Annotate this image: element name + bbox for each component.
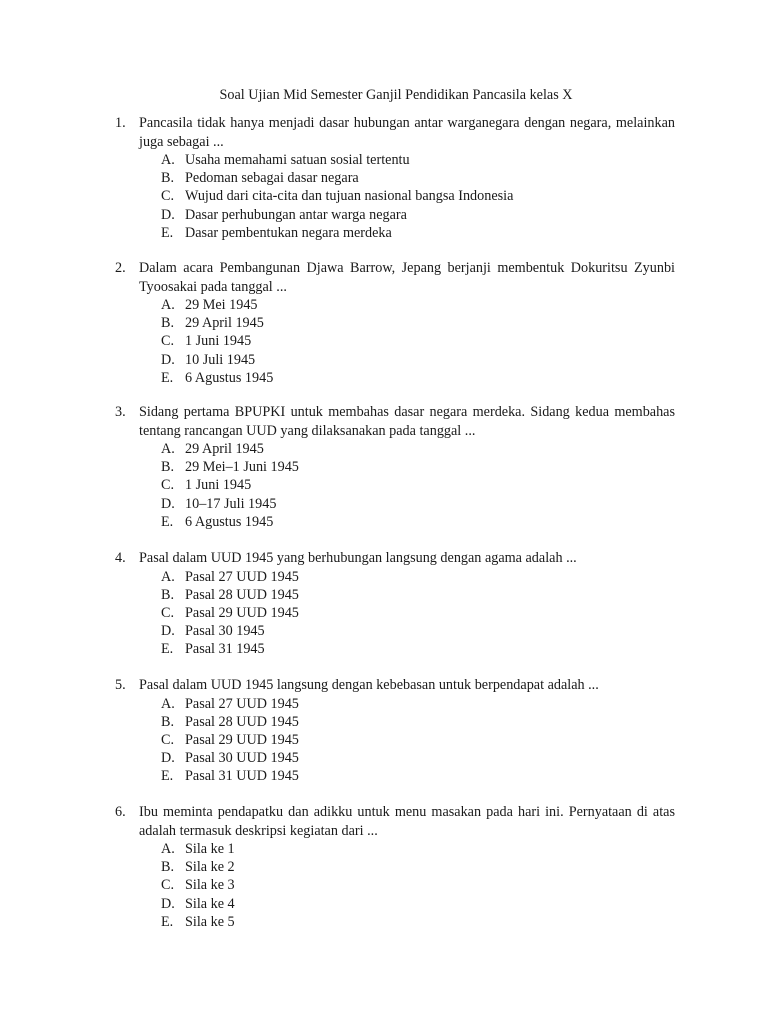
option-text: Pasal 27 UUD 1945 (185, 568, 299, 585)
option-letter: B. (161, 713, 175, 730)
option-list (161, 695, 675, 786)
option-letter: E. (161, 913, 174, 930)
option-b (161, 314, 675, 332)
question-text: Pancasila tidak hanya menjadi dasar hubungan antar warganegara dengan negara, melainkan juga sebagai ... (139, 115, 675, 150)
page-title: Soal Ujian Mid Semester Ganjil Pendidikan Pancasila kelas X (219, 87, 573, 103)
option-letter: B. (161, 315, 175, 332)
option-list (161, 568, 675, 659)
option-c (161, 187, 675, 205)
question-number: 1. (115, 115, 126, 131)
option-text: Pasal 30 1945 (185, 623, 265, 640)
option-letter: D. (161, 206, 175, 223)
option-e (161, 513, 675, 531)
option-c (161, 476, 675, 494)
option-letter: A. (161, 841, 175, 857)
option-d (161, 495, 675, 513)
option-letter: E. (161, 513, 174, 530)
question-4 (115, 549, 675, 673)
option-b (161, 858, 675, 876)
option-a (161, 151, 675, 169)
option-letter: C. (161, 731, 175, 748)
option-text: Sila ke 5 (185, 913, 235, 930)
option-text: 6 Agustus 1945 (185, 513, 274, 530)
question-6 (115, 803, 675, 945)
option-a (161, 695, 675, 713)
option-text: Pasal 30 UUD 1945 (185, 750, 299, 767)
option-a (161, 840, 675, 858)
option-text: 10–17 Juli 1945 (185, 495, 277, 512)
option-text: 1 Juni 1945 (185, 333, 252, 350)
option-a (161, 568, 675, 586)
option-d (161, 351, 675, 369)
option-b (161, 713, 675, 731)
option-text: Pedoman sebagai dasar negara (185, 170, 359, 187)
question-text: Pasal dalam UUD 1945 yang berhubungan langsung dengan agama adalah ... (139, 550, 577, 566)
option-letter: D. (161, 351, 175, 368)
option-list (161, 840, 675, 931)
question-text: Dalam acara Pembangunan Djawa Barrow, Jepang berjanji membentuk Dokuritsu Zyunbi Tyoosakai pada tanggal ... (139, 260, 675, 295)
option-text: Usaha memahami satuan sosial tertentu (185, 152, 410, 168)
option-text: Pasal 28 UUD 1945 (185, 586, 299, 603)
option-text: 29 Mei–1 Juni 1945 (185, 459, 299, 476)
option-letter: C. (161, 477, 175, 494)
option-text: Pasal 29 UUD 1945 (185, 604, 299, 621)
question-3 (115, 403, 675, 545)
question-number: 4. (115, 550, 126, 566)
option-letter: D. (161, 750, 175, 767)
option-a (161, 440, 675, 458)
option-text: Wujud dari cita-cita dan tujuan nasional bangsa Indonesia (185, 188, 514, 205)
option-text: Sila ke 2 (185, 859, 235, 876)
option-c (161, 731, 675, 749)
option-d (161, 749, 675, 767)
option-e (161, 369, 675, 387)
option-text: 6 Agustus 1945 (185, 369, 274, 386)
option-c (161, 332, 675, 350)
option-letter: C. (161, 333, 175, 350)
option-letter: E. (161, 641, 174, 658)
question-number: 6. (115, 804, 126, 820)
question-5 (115, 676, 675, 800)
option-list (161, 151, 675, 242)
option-text: Pasal 29 UUD 1945 (185, 731, 299, 748)
option-letter: A. (161, 568, 175, 585)
option-text: Pasal 28 UUD 1945 (185, 713, 299, 730)
option-list (161, 296, 675, 387)
question-1 (115, 114, 675, 256)
option-e (161, 224, 675, 242)
option-text: 10 Juli 1945 (185, 351, 256, 368)
option-e (161, 767, 675, 785)
option-text: Pasal 27 UUD 1945 (185, 695, 299, 712)
option-text: Sila ke 3 (185, 877, 235, 894)
option-text: Pasal 31 1945 (185, 641, 265, 658)
question-text: Pasal dalam UUD 1945 langsung dengan kebebasan untuk berpendapat adalah ... (139, 677, 599, 693)
question-number: 5. (115, 677, 126, 693)
question-number: 3. (115, 404, 126, 420)
option-d (161, 206, 675, 224)
option-b (161, 458, 675, 476)
option-letter: A. (161, 297, 175, 313)
option-e (161, 640, 675, 658)
option-c (161, 876, 675, 894)
question-number: 2. (115, 260, 126, 276)
option-letter: C. (161, 604, 175, 621)
option-d (161, 622, 675, 640)
option-e (161, 913, 675, 931)
option-text: Dasar pembentukan negara merdeka (185, 224, 392, 241)
option-text: 1 Juni 1945 (185, 477, 252, 494)
option-letter: C. (161, 877, 175, 894)
option-text: Pasal 31 UUD 1945 (185, 768, 299, 785)
option-c (161, 604, 675, 622)
option-text: Dasar perhubungan antar warga negara (185, 206, 407, 223)
option-letter: B. (161, 586, 175, 603)
option-b (161, 169, 675, 187)
option-text: 29 April 1945 (185, 441, 264, 457)
option-letter: E. (161, 224, 174, 241)
option-letter: D. (161, 623, 175, 640)
option-letter: B. (161, 170, 175, 187)
option-a (161, 296, 675, 314)
option-letter: A. (161, 152, 175, 168)
option-letter: D. (161, 495, 175, 512)
question-text: Sidang pertama BPUPKI untuk membahas dasar negara merdeka. Sidang kedua membahas tentang rancangan UUD yang dilaksanakan pada tanggal ... (139, 404, 675, 439)
option-text: 29 April 1945 (185, 315, 264, 332)
option-b (161, 586, 675, 604)
option-letter: D. (161, 895, 175, 912)
option-letter: C. (161, 188, 175, 205)
option-letter: A. (161, 695, 175, 712)
option-letter: A. (161, 441, 175, 457)
option-letter: E. (161, 369, 174, 386)
question-2 (115, 259, 675, 401)
option-text: 29 Mei 1945 (185, 297, 258, 313)
option-text: Sila ke 1 (185, 841, 235, 857)
option-text: Sila ke 4 (185, 895, 235, 912)
option-list (161, 440, 675, 531)
option-d (161, 895, 675, 913)
option-letter: B. (161, 459, 175, 476)
option-letter: E. (161, 768, 174, 785)
question-text: Ibu meminta pendapatku dan adikku untuk menu masakan pada hari ini. Pernyataan di atas adalah termasuk deskripsi kegiatan dari ... (139, 804, 675, 839)
option-letter: B. (161, 859, 175, 876)
